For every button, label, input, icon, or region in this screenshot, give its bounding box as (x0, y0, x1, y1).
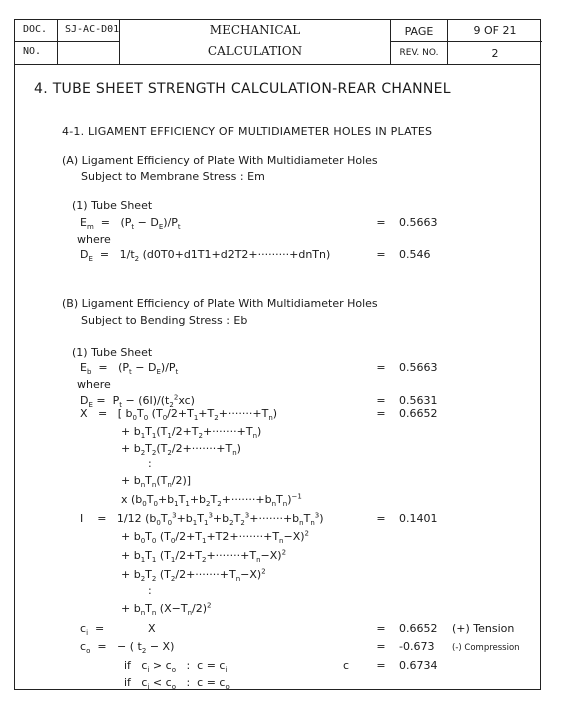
de-formula-b: $D_E = P_t - (6I)/(t_2^2xc)$ (80, 393, 195, 410)
ci-formula: $c_i$ = (80, 622, 105, 638)
x-formula-line-4: + $b_nT_n(T_n/2)$] (121, 474, 192, 490)
x-formula-line-1: X = [ $b_0T_0$ $(T_0/2+T_1+T_2+\cdot\cdot\cdot\cdot\cdot\cdot\cdot+T_n)$ (80, 407, 278, 423)
doc-label: DOC. (23, 24, 48, 35)
eb-formula: $E_b = (P_t - D_E)/P_t$ (80, 361, 179, 377)
rev-label: REV. NO. (399, 48, 439, 58)
part-b-subheading: Subject to Bending Stress : Eb (81, 314, 248, 327)
co-note: (-) Compression (452, 643, 520, 653)
de-formula: $D_E = 1/t_2$ (d0T0+d1T1+d2T2+·········+dnTn) (80, 248, 331, 264)
c-condition-2: if $c_i < c_o$ : $c = c_o$ (124, 676, 230, 692)
header-title-line-2: CALCULATION (207, 44, 303, 58)
equals-sign: = (376, 248, 386, 261)
x-formula-line-5: x $(b_0T_0+b_1T_1+b_2T_2+\cdot\cdot\cdot\cdot\cdot\cdot\cdot+b_nT_n)^{-1}$ (121, 492, 302, 509)
c-value: 0.6734 (399, 659, 438, 672)
part-b-tube-sheet: (1) Tube Sheet (72, 346, 153, 359)
page-value: 9 OF 21 (473, 24, 517, 37)
vertical-ellipsis: : (148, 457, 152, 470)
de-value-b: 0.5631 (399, 394, 438, 407)
i-value: 0.1401 (399, 512, 438, 525)
x-formula-line-2: + $b_1T_1(T_1/2+T_2+\cdot\cdot\cdot\cdot\cdot\cdot\cdot+T_n)$ (121, 425, 262, 441)
i-formula-line-2: + $b_0T_0$ $(T_0/2+T_1+T2+\cdot\cdot\cdot\cdot\cdot\cdot\cdot+T_n-X)^2$ (121, 529, 309, 546)
equals-sign: = (376, 394, 386, 407)
equals-sign: = (376, 512, 386, 525)
x-formula-line-3: + $b_2T_2(T_2/2+\cdot\cdot\cdot\cdot\cdot\cdot\cdot+T_n)$ (121, 442, 241, 458)
vertical-ellipsis: : (148, 584, 152, 597)
ci-value: 0.6652 (399, 622, 438, 635)
section-title: 4. TUBE SHEET STRENGTH CALCULATION-REAR CHANNEL (34, 81, 451, 97)
document-header (15, 20, 540, 65)
header-title-line-1: MECHANICAL (209, 23, 301, 37)
part-b-heading: (B) Ligament Efficiency of Plate With Multidiameter Holes (62, 297, 378, 310)
de-value-a: 0.546 (399, 248, 431, 261)
c-condition-1: if $c_i > c_o$ : $c = c_i$ (124, 659, 228, 675)
no-label: NO. (23, 46, 42, 57)
page-label: PAGE (404, 25, 434, 38)
co-formula: $c_o$ = − ( $t_2 - X$) (80, 640, 175, 656)
em-formula: $E_m = (P_t - D_E)/P_t$ (80, 216, 181, 232)
ci-expression: X (148, 622, 156, 635)
part-a-tube-sheet: (1) Tube Sheet (72, 199, 153, 212)
i-formula-line-1: I = 1/12 $(b_0T_0^3+b_1T_1^3+b_2T_2^3+\cdot\cdot\cdot\cdot\cdot\cdot\cdot+b_nT_n^3)$ (80, 511, 324, 528)
i-formula-line-5: + $b_nT_n$ $(X-T_n/2)^2$ (121, 601, 212, 618)
x-value: 0.6652 (399, 407, 438, 420)
equals-sign: = (376, 407, 386, 420)
equals-sign: = (376, 216, 386, 229)
i-formula-line-4: + $b_2T_2$ $(T_2/2+\cdot\cdot\cdot\cdot\cdot\cdot\cdot+T_n-X)^2$ (121, 567, 266, 584)
equals-sign: = (376, 361, 386, 374)
subsection-title: 4-1. LIGAMENT EFFICIENCY OF MULTIDIAMETER HOLES IN PLATES (62, 125, 433, 138)
ci-note: (+) Tension (452, 622, 515, 635)
rev-value: 2 (491, 47, 499, 60)
co-value: -0.673 (399, 640, 435, 653)
equals-sign: = (376, 622, 386, 635)
i-formula-line-3: + $b_1T_1$ $(T_1/2+T_2+\cdot\cdot\cdot\cdot\cdot\cdot\cdot+T_n-X)^2$ (121, 548, 287, 565)
where-label: where (77, 378, 111, 391)
part-a-subheading: Subject to Membrane Stress : Em (81, 170, 265, 183)
c-label: c (343, 659, 350, 672)
em-value: 0.5663 (399, 216, 438, 229)
part-a-heading: (A) Ligament Efficiency of Plate With Multidiameter Holes (62, 154, 378, 167)
where-label: where (77, 233, 111, 246)
doc-number: SJ-AC-D01 (65, 24, 120, 35)
eb-value: 0.5663 (399, 361, 438, 374)
equals-sign: = (376, 640, 386, 653)
equals-sign: = (376, 659, 386, 672)
